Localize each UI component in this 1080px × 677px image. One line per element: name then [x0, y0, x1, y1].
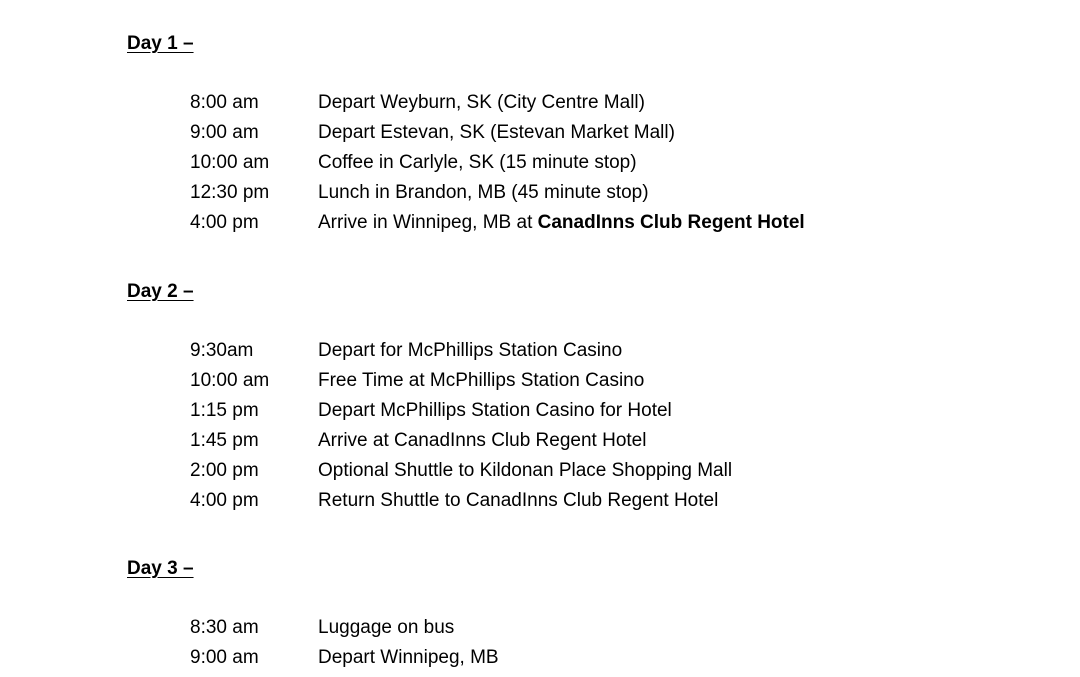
schedule-description: Depart Weyburn, SK (City Centre Mall) — [318, 92, 645, 113]
schedule-time: 9:00 am — [190, 122, 259, 143]
schedule-time: 2:00 pm — [190, 460, 259, 481]
schedule-description: Depart for McPhillips Station Casino — [318, 340, 623, 361]
schedule-description: Coffee in Carlyle, SK (15 minute stop) — [318, 152, 637, 173]
schedule-description: Return Shuttle to CanadInns Club Regent Hotel — [318, 490, 719, 511]
day-3-heading: Day 3 – — [127, 558, 194, 579]
schedule-time: 9:00 am — [190, 647, 259, 668]
schedule-description: Optional Shuttle to Kildonan Place Shopping Mall — [318, 460, 733, 481]
schedule-description: Luggage on bus — [318, 617, 455, 638]
schedule-description: Depart Estevan, SK (Estevan Market Mall) — [318, 122, 675, 143]
hotel-name-bold: CanadInns Club Regent Hotel — [537, 212, 805, 233]
schedule-time: 9:30am — [190, 340, 254, 361]
schedule-time: 8:30 am — [190, 617, 259, 638]
schedule-description: Arrive at CanadInns Club Regent Hotel — [318, 430, 647, 451]
day-2-heading: Day 2 – — [127, 281, 194, 302]
day-1-heading: Day 1 – — [127, 33, 194, 54]
schedule-time: 10:00 am — [190, 370, 270, 391]
schedule-time: 4:00 pm — [190, 212, 259, 233]
schedule-time: 10:00 am — [190, 152, 270, 173]
schedule-description: Lunch in Brandon, MB (45 minute stop) — [318, 182, 649, 203]
schedule-time: 1:45 pm — [190, 430, 259, 451]
schedule-description: Depart Winnipeg, MB — [318, 647, 499, 668]
schedule-time: 12:30 pm — [190, 182, 270, 203]
schedule-time: 1:15 pm — [190, 400, 259, 421]
schedule-time: 4:00 pm — [190, 490, 259, 511]
schedule-description: Depart McPhillips Station Casino for Hotel — [318, 400, 672, 421]
schedule-time: 8:00 am — [190, 92, 259, 113]
schedule-description: Arrive in Winnipeg, MB at CanadInns Club Regent Hotel — [318, 212, 805, 233]
schedule-description: Free Time at McPhillips Station Casino — [318, 370, 645, 391]
